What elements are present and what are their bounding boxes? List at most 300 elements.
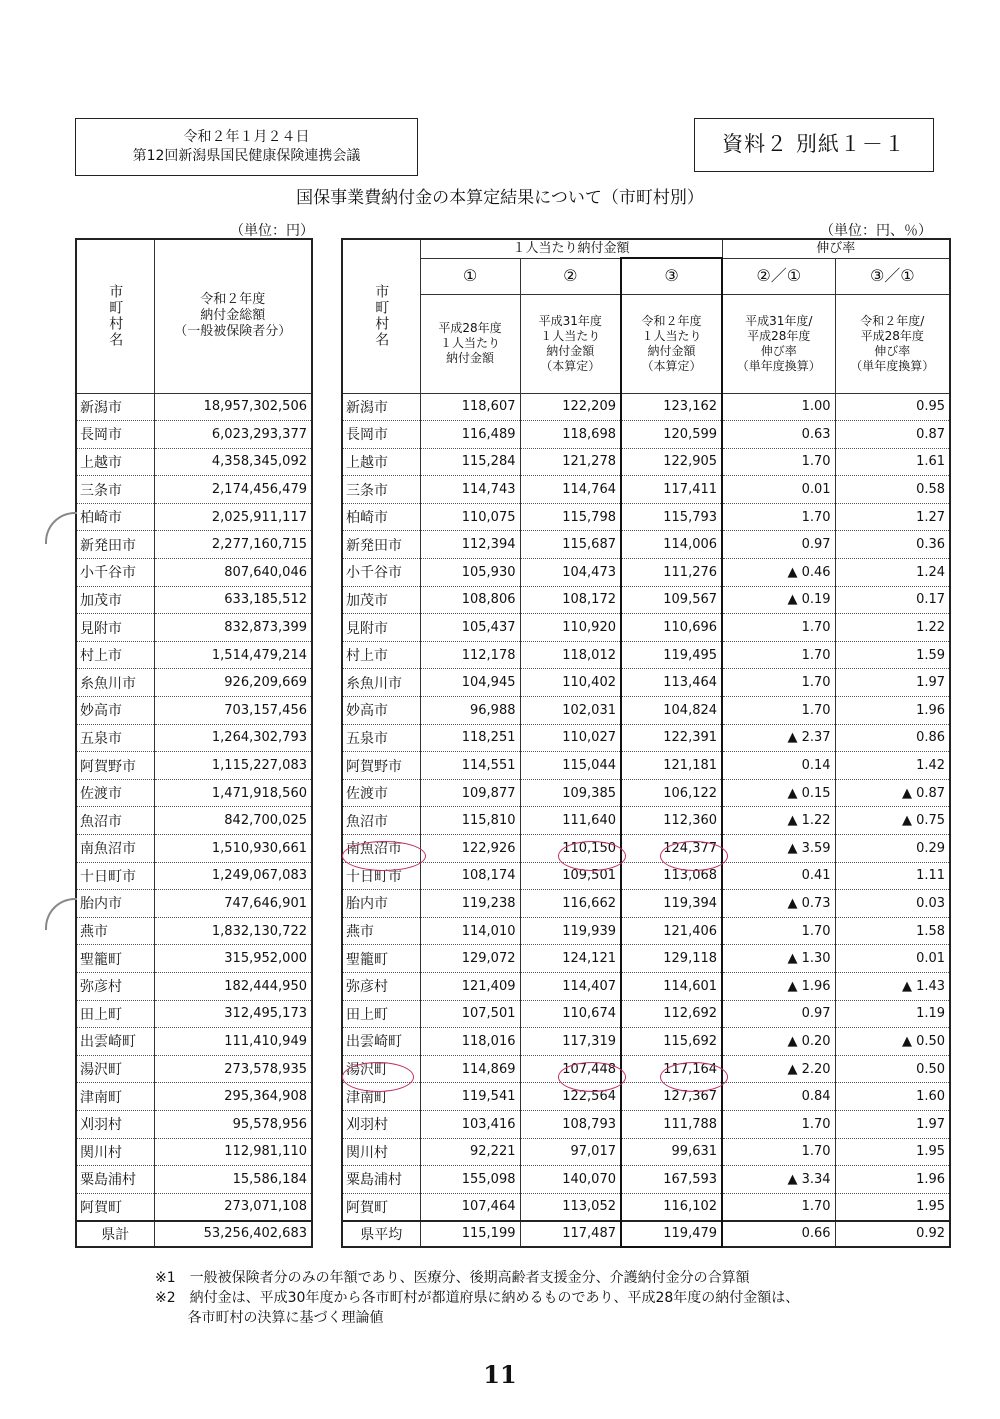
- per-capita-r2: 127,367: [621, 1083, 722, 1111]
- municipality-name: 弥彦村: [76, 972, 154, 1000]
- footnotes: [155, 1268, 799, 1328]
- municipality-name: 関川村: [342, 1138, 420, 1166]
- total-amount: 295,364,908: [154, 1083, 312, 1111]
- growth-r2-h28: 0.50: [835, 1055, 950, 1083]
- col3-header: 令和２年度 １人当たり 納付金額 （本算定）: [621, 294, 722, 393]
- municipality-name: 新潟市: [342, 393, 420, 421]
- per-capita-h28: 115,284: [420, 448, 520, 476]
- table-row: [342, 1138, 950, 1166]
- municipality-name: 津南町: [76, 1083, 154, 1111]
- table-row: [342, 697, 950, 725]
- municipality-name: 加茂市: [76, 586, 154, 614]
- table-row: [342, 724, 950, 752]
- table-row: [76, 1110, 312, 1138]
- per-capita-r2: 112,692: [621, 1000, 722, 1028]
- per-capita-h31: 114,764: [520, 476, 621, 504]
- table-row: [342, 752, 950, 780]
- per-capita-h28: 116,489: [420, 421, 520, 449]
- total-amount: 95,578,956: [154, 1110, 312, 1138]
- growth-h31-h28: 0.97: [722, 1000, 835, 1028]
- per-capita-h28: 122,926: [420, 835, 520, 863]
- per-capita-h31: 119,939: [520, 917, 621, 945]
- table-row: [342, 503, 950, 531]
- growth-r2-h28: 0.17: [835, 586, 950, 614]
- total-amount: 1,832,130,722: [154, 917, 312, 945]
- growth-h31-h28: 1.70: [722, 669, 835, 697]
- total-amount: 4,358,345,092: [154, 448, 312, 476]
- per-capita-r2: 113,068: [621, 862, 722, 890]
- table-row: [76, 835, 312, 863]
- growth-h31-h28: 1.00: [722, 393, 835, 421]
- per-capita-r2: 113,464: [621, 669, 722, 697]
- per-capita-h31: 122,564: [520, 1083, 621, 1111]
- municipality-name: 南魚沼市: [342, 835, 420, 863]
- handwritten-circle: [342, 841, 426, 871]
- municipality-name: 見附市: [342, 614, 420, 642]
- per-capita-h31: 110,920: [520, 614, 621, 642]
- growth-r2-h28: ▲ 0.50: [835, 1028, 950, 1056]
- table-row: [342, 862, 950, 890]
- growth2-mark: ③／①: [835, 258, 950, 294]
- meeting-info-box: [75, 118, 418, 176]
- growth-r2-h28: 0.87: [835, 421, 950, 449]
- table-row: [342, 1193, 950, 1221]
- total-amount: 6,023,293,377: [154, 421, 312, 449]
- col3-mark: ③: [621, 258, 722, 294]
- total-amount: 1,510,930,661: [154, 835, 312, 863]
- total-amount: 1,249,067,083: [154, 862, 312, 890]
- table-row: [342, 476, 950, 504]
- per-capita-h31: 97,017: [520, 1138, 621, 1166]
- per-capita-h31: 110,402: [520, 669, 621, 697]
- municipality-name: 出雲崎町: [76, 1028, 154, 1056]
- growth-h31-h28: ▲ 3.34: [722, 1166, 835, 1194]
- total-amount: 2,174,456,479: [154, 476, 312, 504]
- table-row: [342, 559, 950, 587]
- table-row: [342, 917, 950, 945]
- growth-h31-h28: ▲ 0.20: [722, 1028, 835, 1056]
- footnote-2: ※2 納付金は、平成30年度から各市町村が都道府県に納めるものであり、平成28年度の納付金額は、: [155, 1290, 800, 1306]
- per-capita-h28: 112,178: [420, 641, 520, 669]
- unit-label-right: （単位：円、％）: [820, 223, 932, 239]
- municipality-name: 粟島浦村: [76, 1166, 154, 1194]
- growth-h31-h28: ▲ 2.20: [722, 1055, 835, 1083]
- municipality-name: 加茂市: [342, 586, 420, 614]
- per-capita-r2: 111,276: [621, 559, 722, 587]
- table-row: [76, 752, 312, 780]
- growth-h31-h28: 1.70: [722, 641, 835, 669]
- growth-r2-h28: 1.96: [835, 697, 950, 725]
- table-row: [342, 807, 950, 835]
- per-capita-h31: 109,501: [520, 862, 621, 890]
- table-row: [76, 614, 312, 642]
- municipality-name: 粟島浦村: [342, 1166, 420, 1194]
- municipality-name: 阿賀野市: [342, 752, 420, 780]
- per-capita-r2: 119,394: [621, 890, 722, 918]
- table-row: [76, 1000, 312, 1028]
- per-capita-h28: 121,409: [420, 972, 520, 1000]
- growth-r2-h28: 1.11: [835, 862, 950, 890]
- growth-h31-h28: 1.70: [722, 503, 835, 531]
- growth-group-header: 伸び率: [722, 239, 950, 258]
- per-capita-h28: 114,743: [420, 476, 520, 504]
- total-amount: 633,185,512: [154, 586, 312, 614]
- per-capita-r2: 104,824: [621, 697, 722, 725]
- growth-r2-h28: 1.61: [835, 448, 950, 476]
- handwritten-circle: [558, 1062, 626, 1092]
- col1-header: 平成28年度 １人当たり 納付金額: [420, 294, 520, 393]
- growth-r2-h28: 0.58: [835, 476, 950, 504]
- total-amount: 807,640,046: [154, 559, 312, 587]
- col2-mark: ②: [520, 258, 621, 294]
- per-capita-h31: 102,031: [520, 697, 621, 725]
- col2-header: 平成31年度 １人当たり 納付金額 （本算定）: [520, 294, 621, 393]
- per-capita-h28: 114,010: [420, 917, 520, 945]
- growth-h31-h28: 1.70: [722, 1193, 835, 1221]
- per-capita-r2: 122,391: [621, 724, 722, 752]
- per-capita-h28: 114,551: [420, 752, 520, 780]
- table-row: [342, 779, 950, 807]
- municipality-name: 阿賀町: [342, 1193, 420, 1221]
- total-amount: 1,115,227,083: [154, 752, 312, 780]
- table-row: [342, 669, 950, 697]
- growth-r2-h28: 0.29: [835, 835, 950, 863]
- total-amount: 926,209,669: [154, 669, 312, 697]
- growth-h31-h28: ▲ 0.46: [722, 559, 835, 587]
- municipality-name: 胎内市: [342, 890, 420, 918]
- growth-h31-h28: ▲ 1.22: [722, 807, 835, 835]
- table-row: [342, 614, 950, 642]
- total-amount: 832,873,399: [154, 614, 312, 642]
- per-capita-h31: 109,385: [520, 779, 621, 807]
- table-row: [76, 807, 312, 835]
- footnote-2-cont: 各市町村の決算に基づく理論値: [155, 1310, 384, 1326]
- per-capita-h31: 108,793: [520, 1110, 621, 1138]
- total-amount: 112,981,110: [154, 1138, 312, 1166]
- per-capita-r2: 129,118: [621, 945, 722, 973]
- average-h31: 117,487: [520, 1221, 621, 1247]
- per-capita-h28: 119,541: [420, 1083, 520, 1111]
- total-amount: 111,410,949: [154, 1028, 312, 1056]
- growth1-mark: ②／①: [722, 258, 835, 294]
- municipality-name: 聖籠町: [342, 945, 420, 973]
- per-capita-h28: 107,464: [420, 1193, 520, 1221]
- table-row: [342, 1110, 950, 1138]
- growth-h31-h28: 0.41: [722, 862, 835, 890]
- per-capita-r2: 119,495: [621, 641, 722, 669]
- handwritten-circle: [660, 1062, 728, 1092]
- table-row: [76, 862, 312, 890]
- table-row: [76, 1138, 312, 1166]
- per-capita-r2: 117,164: [621, 1055, 722, 1083]
- per-capita-r2: 110,696: [621, 614, 722, 642]
- growth-r2-h28: 1.97: [835, 669, 950, 697]
- municipality-name: 田上町: [76, 1000, 154, 1028]
- table-row: [76, 1083, 312, 1111]
- per-capita-r2: 99,631: [621, 1138, 722, 1166]
- per-capita-r2: 121,406: [621, 917, 722, 945]
- municipality-name: 阿賀野市: [76, 752, 154, 780]
- table-row: [76, 503, 312, 531]
- municipality-name: 津南町: [342, 1083, 420, 1111]
- growth-r2-h28: 1.95: [835, 1138, 950, 1166]
- total-amount: 2,277,160,715: [154, 531, 312, 559]
- municipality-name: 弥彦村: [342, 972, 420, 1000]
- growth-h31-h28: 1.70: [722, 917, 835, 945]
- table-row: [342, 972, 950, 1000]
- per-capita-r2: 117,411: [621, 476, 722, 504]
- growth-r2-h28: 1.22: [835, 614, 950, 642]
- per-capita-h28: 118,016: [420, 1028, 520, 1056]
- prefecture-total-label: 県計: [76, 1221, 154, 1247]
- table-row: [76, 697, 312, 725]
- per-capita-h31: 122,209: [520, 393, 621, 421]
- municipality-name: 柏崎市: [342, 503, 420, 531]
- table-row: [76, 531, 312, 559]
- growth-h31-h28: 1.70: [722, 1110, 835, 1138]
- municipality-name: 上越市: [76, 448, 154, 476]
- per-capita-h28: 105,437: [420, 614, 520, 642]
- table-row: [342, 448, 950, 476]
- municipality-name: 五泉市: [342, 724, 420, 752]
- municipality-name: 長岡市: [342, 421, 420, 449]
- total-amount: 315,952,000: [154, 945, 312, 973]
- growth-r2-h28: 1.19: [835, 1000, 950, 1028]
- total-amount: 18,957,302,506: [154, 393, 312, 421]
- total-amount: 1,514,479,214: [154, 641, 312, 669]
- table-row: [342, 421, 950, 449]
- per-capita-r2: 116,102: [621, 1193, 722, 1221]
- growth-r2-h28: 1.59: [835, 641, 950, 669]
- table-row: [342, 1028, 950, 1056]
- per-capita-h31: 108,172: [520, 586, 621, 614]
- total-amount-table: [75, 238, 313, 1248]
- growth-r2-h28: 1.95: [835, 1193, 950, 1221]
- per-capita-h28: 118,251: [420, 724, 520, 752]
- growth-h31-h28: 0.01: [722, 476, 835, 504]
- table-row: [342, 890, 950, 918]
- table-row: [76, 890, 312, 918]
- growth-h31-h28: 1.70: [722, 448, 835, 476]
- total-amount: 273,071,108: [154, 1193, 312, 1221]
- growth-r2-h28: 0.95: [835, 393, 950, 421]
- growth-h31-h28: 0.14: [722, 752, 835, 780]
- growth-h31-h28: 1.70: [722, 614, 835, 642]
- table-row: [76, 1193, 312, 1221]
- per-capita-h31: 115,044: [520, 752, 621, 780]
- per-capita-r2: 106,122: [621, 779, 722, 807]
- table-row: [76, 393, 312, 421]
- per-capita-r2: 120,599: [621, 421, 722, 449]
- municipality-header-text: 市町村名: [107, 284, 124, 349]
- municipality-name: 妙高市: [76, 697, 154, 725]
- per-capita-r2: 122,905: [621, 448, 722, 476]
- per-capita-h31: 104,473: [520, 559, 621, 587]
- handwritten-circle: [558, 841, 626, 871]
- per-capita-r2: 167,593: [621, 1166, 722, 1194]
- table-row: [342, 641, 950, 669]
- growth-r2-h28: 1.24: [835, 559, 950, 587]
- document-id-box: 資料２ 別紙１－１: [694, 118, 934, 172]
- growth-r2-h28: ▲ 0.87: [835, 779, 950, 807]
- growth-r2-h28: 1.97: [835, 1110, 950, 1138]
- municipality-name: 妙高市: [342, 697, 420, 725]
- growth-r2-h28: ▲ 1.43: [835, 972, 950, 1000]
- col1-mark: ①: [420, 258, 520, 294]
- per-capita-h28: 103,416: [420, 1110, 520, 1138]
- per-capita-r2: 109,567: [621, 586, 722, 614]
- per-capita-h31: 110,027: [520, 724, 621, 752]
- average-h28: 115,199: [420, 1221, 520, 1247]
- per-capita-h31: 115,798: [520, 503, 621, 531]
- municipality-header-text: 市町村名: [373, 284, 390, 349]
- municipality-name: 柏崎市: [76, 503, 154, 531]
- table-row: [342, 586, 950, 614]
- per-capita-group-header: １人当たり納付金額: [420, 239, 722, 258]
- handwritten-circle: [660, 841, 728, 871]
- per-capita-h28: 108,806: [420, 586, 520, 614]
- total-row: [76, 1221, 312, 1247]
- page-title: 国保事業費納付金の本算定結果について（市町村別）: [296, 188, 704, 208]
- total-amount: 747,646,901: [154, 890, 312, 918]
- per-capita-h28: 115,810: [420, 807, 520, 835]
- municipality-name: 関川村: [76, 1138, 154, 1166]
- average-growth-1: 0.66: [722, 1221, 835, 1247]
- per-capita-r2: 114,601: [621, 972, 722, 1000]
- footnote-1: ※1 一般被保険者分のみの年額であり、医療分、後期高齢者支援金分、介護納付金分の合算額: [155, 1270, 750, 1286]
- total-amount: 842,700,025: [154, 807, 312, 835]
- growth-h31-h28: 1.70: [722, 1138, 835, 1166]
- table-row: [342, 1055, 950, 1083]
- total-amount: 1,264,302,793: [154, 724, 312, 752]
- table-row: [342, 531, 950, 559]
- municipality-name: 湯沢町: [342, 1055, 420, 1083]
- growth-h31-h28: ▲ 0.15: [722, 779, 835, 807]
- growth-h31-h28: 1.70: [722, 697, 835, 725]
- municipality-name: 燕市: [342, 917, 420, 945]
- per-capita-r2: 115,692: [621, 1028, 722, 1056]
- table-row: [76, 779, 312, 807]
- municipality-name: 五泉市: [76, 724, 154, 752]
- municipality-name: 魚沼市: [76, 807, 154, 835]
- per-capita-h28: 92,221: [420, 1138, 520, 1166]
- per-capita-h28: 109,877: [420, 779, 520, 807]
- municipality-name: 糸魚川市: [76, 669, 154, 697]
- municipality-name: 新発田市: [76, 531, 154, 559]
- municipality-name: 十日町市: [342, 862, 420, 890]
- total-amount: 2,025,911,117: [154, 503, 312, 531]
- per-capita-r2: 123,162: [621, 393, 722, 421]
- growth-r2-h28: 0.86: [835, 724, 950, 752]
- per-capita-h31: 115,687: [520, 531, 621, 559]
- table-row: [76, 421, 312, 449]
- growth-h31-h28: ▲ 3.59: [722, 835, 835, 863]
- growth-r2-h28: 1.96: [835, 1166, 950, 1194]
- per-capita-h31: 118,698: [520, 421, 621, 449]
- table-row: [342, 945, 950, 973]
- table-row: [76, 669, 312, 697]
- per-capita-r2: 124,377: [621, 835, 722, 863]
- growth1-header: 平成31年度/ 平成28年度 伸び率 （単年度換算）: [722, 294, 835, 393]
- per-capita-h28: 104,945: [420, 669, 520, 697]
- growth-r2-h28: 1.42: [835, 752, 950, 780]
- per-capita-r2: 114,006: [621, 531, 722, 559]
- per-capita-h28: 112,394: [420, 531, 520, 559]
- per-capita-table: [341, 238, 951, 1248]
- per-capita-r2: 121,181: [621, 752, 722, 780]
- per-capita-h31: 121,278: [520, 448, 621, 476]
- municipality-name: 燕市: [76, 917, 154, 945]
- municipality-name: 魚沼市: [342, 807, 420, 835]
- per-capita-h28: 107,501: [420, 1000, 520, 1028]
- municipality-name: 佐渡市: [76, 779, 154, 807]
- municipality-name: 小千谷市: [342, 559, 420, 587]
- per-capita-r2: 111,788: [621, 1110, 722, 1138]
- table-row: [76, 1028, 312, 1056]
- growth-r2-h28: 1.27: [835, 503, 950, 531]
- municipality-name: 阿賀町: [76, 1193, 154, 1221]
- per-capita-h31: 113,052: [520, 1193, 621, 1221]
- total-amount: 703,157,456: [154, 697, 312, 725]
- table-row: [342, 1000, 950, 1028]
- per-capita-h31: 114,407: [520, 972, 621, 1000]
- total-amount: 15,586,184: [154, 1166, 312, 1194]
- binder-hole-mark: [45, 898, 77, 930]
- meeting-date: 令和２年１月２４日: [183, 129, 310, 145]
- table-row: [76, 724, 312, 752]
- municipality-name: 佐渡市: [342, 779, 420, 807]
- growth-h31-h28: ▲ 2.37: [722, 724, 835, 752]
- unit-label-left: （単位：円）: [230, 223, 314, 239]
- meeting-name: 第12回新潟県国民健康保険連携会議: [132, 148, 361, 164]
- municipality-name: 新発田市: [342, 531, 420, 559]
- table-row: [76, 641, 312, 669]
- table-row: [76, 476, 312, 504]
- binder-hole-mark: [45, 512, 77, 544]
- per-capita-r2: 115,793: [621, 503, 722, 531]
- total-amount: 182,444,950: [154, 972, 312, 1000]
- handwritten-circle: [342, 1062, 414, 1092]
- per-capita-h28: 96,988: [420, 697, 520, 725]
- per-capita-h31: 118,012: [520, 641, 621, 669]
- per-capita-h28: 155,098: [420, 1166, 520, 1194]
- municipality-name: 糸魚川市: [342, 669, 420, 697]
- per-capita-h31: 107,448: [520, 1055, 621, 1083]
- growth-r2-h28: 1.58: [835, 917, 950, 945]
- prefecture-average-label: 県平均: [342, 1221, 420, 1247]
- growth-h31-h28: ▲ 1.96: [722, 972, 835, 1000]
- total-amount: 273,578,935: [154, 1055, 312, 1083]
- per-capita-h31: 140,070: [520, 1166, 621, 1194]
- growth-h31-h28: 0.97: [722, 531, 835, 559]
- growth-h31-h28: ▲ 0.19: [722, 586, 835, 614]
- table-row: [76, 559, 312, 587]
- municipality-name: 長岡市: [76, 421, 154, 449]
- table-row: [342, 1166, 950, 1194]
- municipality-name: 出雲崎町: [342, 1028, 420, 1056]
- growth-h31-h28: 0.63: [722, 421, 835, 449]
- per-capita-h28: 118,607: [420, 393, 520, 421]
- table-row: [342, 1083, 950, 1111]
- table-row: [342, 393, 950, 421]
- page-number: 11: [483, 1360, 517, 1389]
- municipality-name: 見附市: [76, 614, 154, 642]
- per-capita-h31: 117,319: [520, 1028, 621, 1056]
- total-row: [342, 1221, 950, 1247]
- total-amount-header: 令和２年度 納付金総額 （一般被保険者分）: [154, 239, 312, 393]
- per-capita-h31: 110,674: [520, 1000, 621, 1028]
- growth2-header: 令和２年度/ 平成28年度 伸び率 （単年度換算）: [835, 294, 950, 393]
